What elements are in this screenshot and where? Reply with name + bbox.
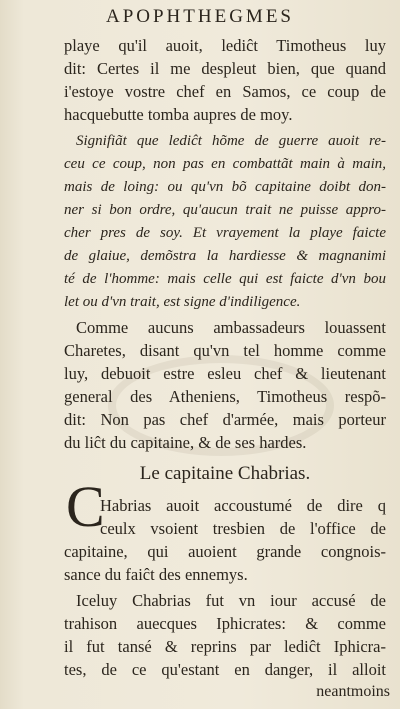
text-line: playe qu'il auoit, lediĉt Timotheus luy bbox=[64, 36, 386, 55]
text-line: sance du faiĉt des ennemys. bbox=[64, 565, 248, 584]
text-line: Habrias auoit accoustumé de dire q bbox=[100, 496, 386, 515]
running-head: APOPHTHEGMES bbox=[105, 6, 295, 27]
italic-line: Signifiãt que lediĉt hõme de guerre auoit re- bbox=[76, 133, 386, 149]
italic-line: mais de loing: ou qu'vn bõ capitaine doibt don- bbox=[64, 179, 386, 195]
text-line: dit: Certes il me despleut bien, que quand bbox=[64, 59, 386, 78]
italic-line: ceu ce coup, non pas en combattãt main à main, bbox=[64, 156, 386, 172]
text-line: tes, de ce qu'estant en danger, il alloit bbox=[64, 660, 386, 679]
text-line: capitaine, qui auoient grande congnois- bbox=[64, 542, 386, 561]
italic-line: ner si bon ordre, qu'aucun trait ne puisse appro- bbox=[64, 202, 386, 218]
drop-capital: C bbox=[66, 474, 105, 539]
text-line: Charetes, disant qu'vn tel homme comme bbox=[64, 341, 386, 360]
text-line: ceulx vsoient tresbien de l'office de bbox=[100, 519, 386, 538]
section-heading: Le capitaine Chabrias. bbox=[139, 463, 311, 484]
text-line: hacquebutte tomba aupres de moy. bbox=[64, 105, 293, 124]
italic-line: té de l'homme: mais celle qui est faicte d'vn bou bbox=[64, 271, 386, 287]
text-line: dit: Non pas chef d'armée, mais porteur bbox=[64, 410, 386, 429]
catchword: neantmoins bbox=[316, 683, 390, 700]
italic-line: let ou d'vn trait, est signe d'indiligence. bbox=[64, 294, 301, 310]
text-line: il fut tansé & reprins par lediĉt Iphicra- bbox=[64, 637, 386, 656]
text-line: du liĉt du capitaine, & de ses hardes. bbox=[64, 433, 307, 452]
text-line: Comme aucuns ambassadeurs louassent bbox=[76, 318, 386, 337]
text-line: trahison auecques Iphicrates: & comme bbox=[64, 614, 386, 633]
italic-line: cher pres de soy. Et vrayement la playe faicte bbox=[64, 225, 386, 241]
text-line: Iceluy Chabrias fut vn iour accusé de bbox=[76, 591, 386, 610]
italic-line: de glaiue, demõstra la hardiesse & magnanimi bbox=[64, 248, 386, 264]
text-line: luy, debuoit estre esleu chef & lieutenant bbox=[64, 364, 386, 383]
text-line: i'estoye vostre chef en Samos, ce coup de bbox=[64, 82, 386, 101]
text-line: general des Atheniens, Timotheus respõ- bbox=[64, 387, 386, 406]
